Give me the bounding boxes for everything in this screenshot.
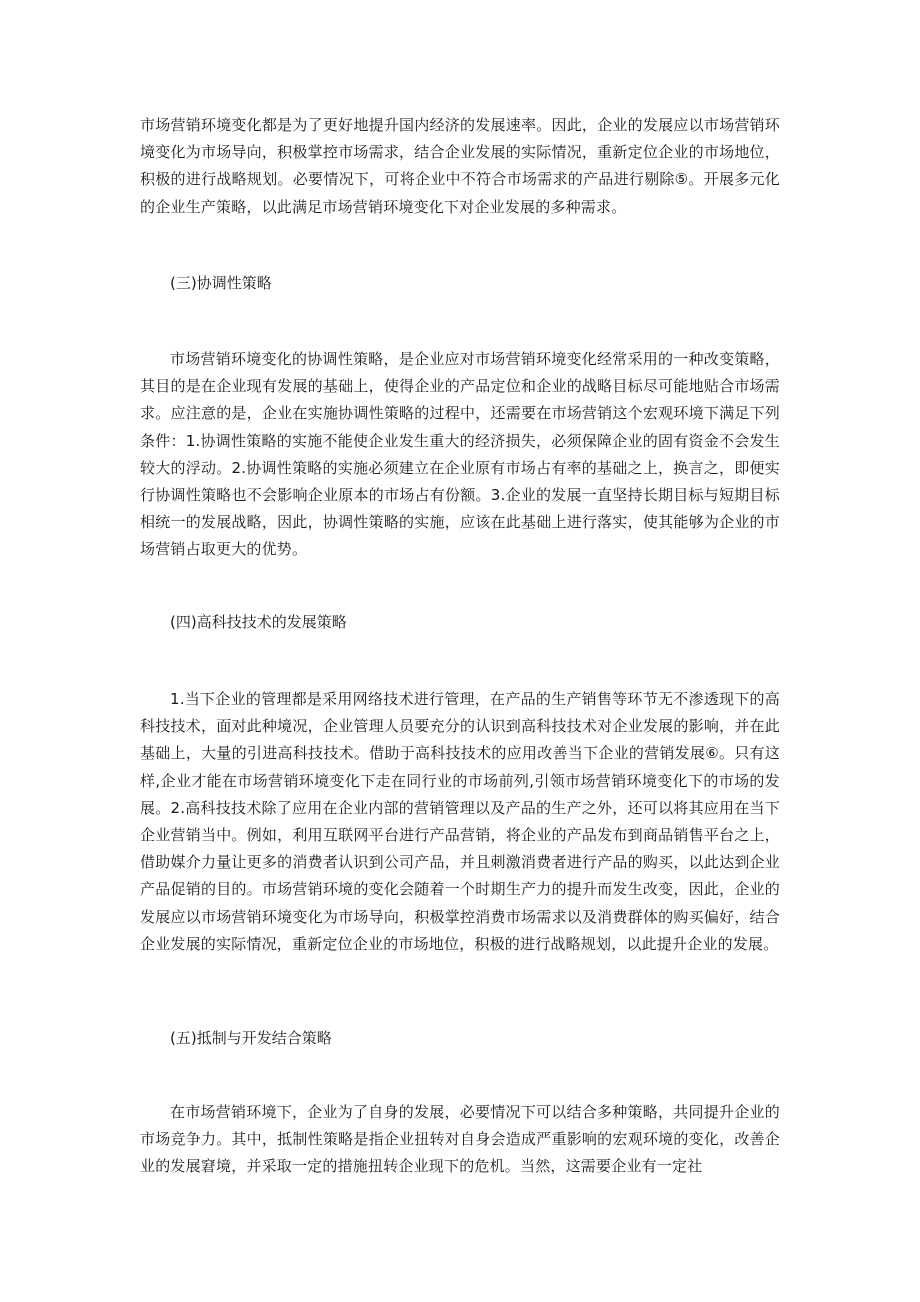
paragraph-resist-develop-strategy: 在市场营销环境下，企业为了自身的发展，必要情况下可以结合多种策略，共同提升企业的市场竞争力。其中，抵制性策略是指企业扭转对自身会造成严重影响的宏观环境的变化，改善企业的发展窘境，并采取一定的措施扭转企业现下的危机。当然，这需要企业有一定社 bbox=[140, 1103, 780, 1176]
paragraph-market-orientation: 市场营销环境变化都是为了更好地提升国内经济的发展速率。因此，企业的发展应以市场营销环境变化为市场导向，积极掌控市场需求，结合企业发展的实际情况，重新定位企业的市场地位，积极的进行战略规划。必要情况下，可将企业中不符合市场需求的产品进行剔除⑤。开展多元化的企业生产策略，以此满足市场营销环境变化下对企业发展的多种需求。 bbox=[140, 116, 780, 216]
section-heading-coordination-strategy: (三)协调性策略 bbox=[170, 274, 272, 292]
section-heading-resist-develop-strategy: (五)抵制与开发结合策略 bbox=[170, 1029, 332, 1047]
paragraph-coordination-strategy: 市场营销环境变化的协调性策略，是企业应对市场营销环境变化经常采用的一种改变策略，其目的是在企业现有发展的基础上，使得企业的产品定位和企业的战略目标尽可能地贴合市场需求。应注意的是，企业在实施协调性策略的过程中，还需要在市场营销这个宏观环境下满足下列条件：1.协调性策略的实施不能使企业发生重大的经济损失，必须保障企业的固有资金不会发生较大的浮动。2.协调性策略的实施必须建立在企业原有市场占有率的基础之上，换言之，即便实行协调性策略也不会影响企业原本的市场占有份额。3.企业的发展一直坚持长期目标与短期目标相统一的发展战略，因此，协调性策略的实施，应该在此基础上进行落实，使其能够为企业的市场营销占取更大的优势。 bbox=[140, 350, 780, 559]
paragraph-high-tech-strategy: 1.当下企业的管理都是采用网络技术进行管理，在产品的生产销售等环节无不渗透现下的高科技技术，面对此种境况，企业管理人员要充分的认识到高科技技术对企业发展的影响，并在此基础上，大量的引进高科技技术。借助于高科技技术的应用改善当下企业的营销发展⑥。只有这样,企业才能在市场营销环境变化下走在同行业的市场前列,引领市场营销环境变化下的市场的发展。2.高科技技术除了应用在企业内部的营销管理以及产品的生产之外，还可以将其应用在当下企业营销当中。例如，利用互联网平台进行产品营销，将企业的产品发布到商品销售平台之上，借助媒介力量让更多的消费者认识到公司产品，并且刺激消费者进行产品的购买，以此达到企业产品促销的目的。市场营销环境的变化会随着一个时期生产力的提升而发生改变，因此，企业的发展应以市场营销环境变化为市场导向，积极掌控消费市场需求以及消费群体的购买偏好，结合企业发展的实际情况，重新定位企业的市场地位，积极的进行战略规划，以此提升企业的发展。 bbox=[140, 690, 780, 953]
section-heading-high-tech-strategy: (四)高科技技术的发展策略 bbox=[170, 613, 347, 631]
